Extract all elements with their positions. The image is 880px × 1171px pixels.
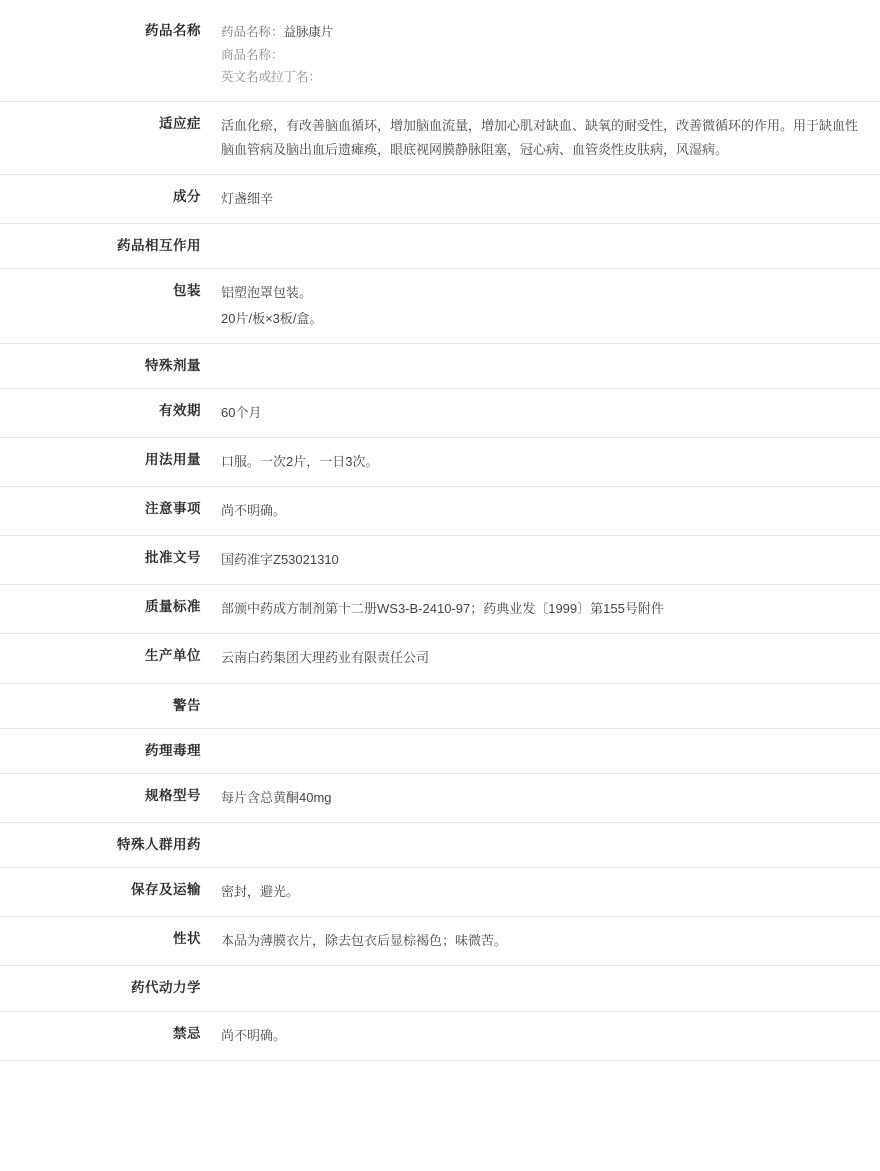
value-paragraph: 部颁中药成方制剂第十二册WS3-B-2410-97；药典业发〔1999〕第155号附件 [221, 601, 664, 617]
drug-info-table-body [0, 9, 880, 1061]
row-label: 特殊人群用药 [117, 837, 201, 853]
row-label: 质量标准 [145, 599, 201, 615]
row-value [215, 223, 880, 268]
table-row [0, 917, 880, 966]
row-label: 药品名称 [145, 23, 201, 38]
table-row [0, 343, 880, 388]
value-paragraph: 每片含总黄酮40mg [221, 790, 332, 806]
table-row [0, 683, 880, 728]
page-bottom-spacer [0, 1061, 880, 1171]
row-label: 包装 [173, 282, 201, 298]
table-row [0, 487, 880, 536]
row-value [215, 966, 880, 1011]
table-row [0, 728, 880, 773]
row-value [215, 917, 880, 966]
drug-name-subrow [221, 66, 860, 89]
row-label: 禁忌 [173, 1025, 201, 1041]
value-paragraph: 60个月 [221, 405, 262, 421]
row-value [215, 1011, 880, 1060]
table-row [0, 634, 880, 683]
table-row [0, 223, 880, 268]
value-paragraph: 铝塑泡罩包装。 [221, 284, 313, 300]
row-label: 规格型号 [145, 788, 201, 804]
empty-value [221, 978, 860, 992]
table-row [0, 9, 880, 102]
table-row [0, 101, 880, 174]
value-paragraph: 尚不明确。 [221, 1027, 287, 1043]
value-paragraph: 本品为薄膜衣片，除去包衣后显棕褐色；味微苦。 [221, 933, 508, 949]
empty-value [221, 741, 860, 755]
drug-name-sublabel: 英文名或拉丁名： [221, 70, 322, 84]
value-paragraph: 云南白药集团大理药业有限责任公司 [221, 650, 430, 666]
row-value [215, 585, 880, 634]
empty-value [221, 696, 860, 710]
row-label: 药理毒理 [145, 742, 201, 758]
value-paragraph: 密封，避光。 [221, 884, 300, 900]
table-row [0, 389, 880, 438]
drug-info-table [0, 8, 880, 1061]
value-paragraph: 尚不明确。 [221, 503, 287, 519]
table-row [0, 966, 880, 1011]
row-value [215, 101, 880, 174]
row-value [215, 174, 880, 223]
row-label: 警告 [173, 697, 201, 713]
table-row [0, 174, 880, 223]
row-value [215, 487, 880, 536]
drug-name-sublabel: 商品名称： [221, 47, 284, 62]
row-value [215, 536, 880, 585]
table-row [0, 536, 880, 585]
row-value [215, 438, 880, 487]
row-label: 药代动力学 [131, 980, 201, 996]
row-label: 成分 [173, 188, 201, 204]
row-value [215, 389, 880, 438]
drug-name-sublabel: 药品名称： [221, 25, 284, 39]
table-row [0, 585, 880, 634]
empty-value [221, 835, 860, 849]
row-value [215, 683, 880, 728]
row-label: 保存及运输 [131, 882, 201, 898]
value-paragraph: 20片/板×3板/盒。 [221, 310, 323, 326]
table-row [0, 823, 880, 868]
empty-value [221, 236, 860, 250]
row-label: 性状 [173, 931, 201, 947]
table-row [0, 268, 880, 343]
row-value [215, 774, 880, 823]
value-paragraph: 国药准字Z53021310 [221, 552, 339, 568]
table-row [0, 1011, 880, 1060]
empty-value [221, 356, 860, 370]
row-value [215, 343, 880, 388]
row-label: 药品相互作用 [117, 237, 201, 253]
drug-name-subrow [221, 21, 860, 44]
row-value [215, 634, 880, 683]
row-value [215, 268, 880, 343]
value-paragraph: 口服。一次2片，一日3次。 [221, 454, 379, 470]
row-label: 有效期 [159, 403, 201, 419]
row-label: 特殊剂量 [145, 357, 201, 373]
row-label: 适应症 [159, 115, 201, 131]
value-paragraph: 活血化瘀，有改善脑血循环，增加脑血流量，增加心肌对缺血、缺氧的耐受性，改善微循环的作用。用于缺血性脑血管病及脑出血后遗瘫痪，眼底视网膜静脉阻塞，冠心病、血管炎性皮肤病，风湿病。 [221, 117, 859, 157]
drug-name-subrow [221, 44, 860, 67]
row-label: 批准文号 [145, 550, 201, 566]
table-row [0, 438, 880, 487]
row-value [215, 823, 880, 868]
row-value [215, 9, 880, 102]
row-label: 注意事项 [145, 501, 201, 517]
table-row [0, 774, 880, 823]
drug-name-subvalue: 益脉康片 [283, 25, 334, 39]
value-paragraph: 灯盏细辛 [221, 190, 274, 206]
row-label: 用法用量 [145, 452, 201, 468]
row-value [215, 728, 880, 773]
row-label: 生产单位 [145, 648, 201, 664]
